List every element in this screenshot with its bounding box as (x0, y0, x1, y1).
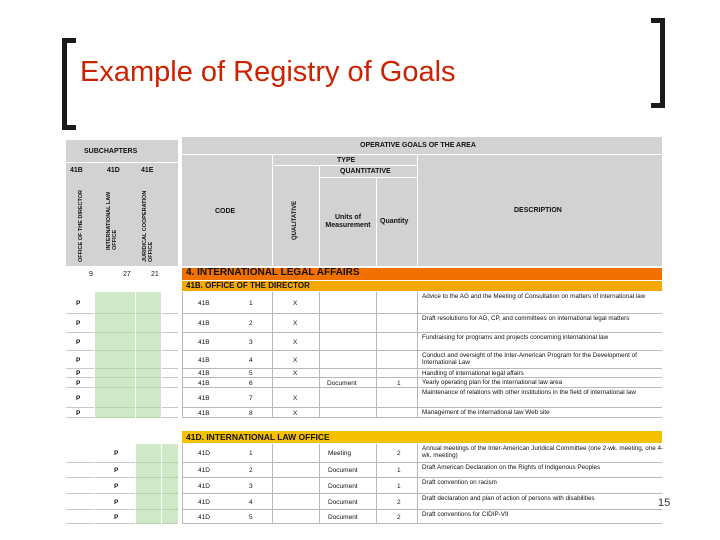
row-description: Conduct and oversight of the Inter-American Program for the Development of International Law (422, 352, 637, 366)
row-code: 41B (198, 320, 210, 327)
row-p-marker: P (76, 356, 81, 364)
row-unit: Document (328, 482, 358, 490)
subchapter-count-41e: 21 (151, 271, 159, 278)
column-divider (182, 292, 183, 418)
row-description: Advice to the AG and the Meeting of Consultation on matters of international law (422, 293, 646, 300)
row-quantity: 1 (397, 379, 401, 387)
green-cell (162, 463, 178, 478)
row-p-marker: P (76, 370, 81, 377)
blank-cell (162, 408, 178, 418)
green-cell (136, 292, 161, 314)
row-divider (182, 407, 662, 408)
row-number: 5 (249, 370, 253, 377)
row-code: 41B (198, 379, 210, 387)
row-qualitative-mark: X (293, 338, 298, 346)
row-unit: Document (328, 513, 358, 521)
row-unit: Document (327, 379, 357, 387)
row-number: 1 (249, 450, 253, 457)
row-divider (182, 350, 662, 351)
green-cell (162, 494, 178, 510)
row-code: 41D (198, 467, 210, 474)
row-quantity: 1 (397, 467, 401, 474)
blank-cell (162, 388, 178, 408)
row-divider (182, 462, 662, 463)
page-number: 15 (658, 497, 671, 509)
subchapter-code-41d: 41D (107, 167, 120, 174)
row-code: 41D (198, 498, 210, 506)
row-number: 7 (249, 394, 253, 402)
row-divider (182, 493, 662, 494)
row-code: 41B (198, 338, 210, 346)
green-cell (136, 388, 161, 408)
p-cell (66, 463, 94, 478)
blank-cell (162, 314, 178, 333)
green-cell (95, 292, 135, 314)
row-code: 41D (198, 450, 210, 457)
row-code: 41B (198, 356, 210, 364)
green-cell (95, 314, 135, 333)
quantity-label: Quantity (380, 218, 409, 225)
row-p-marker: P (114, 482, 119, 490)
p-cell (66, 510, 94, 524)
row-p-marker: P (76, 320, 81, 327)
row-divider (182, 313, 662, 314)
row-p-marker: P (76, 338, 81, 346)
row-p-marker: P (114, 467, 119, 474)
row-description: Annual meetings of the Inter-American Juridical Committee (one 2-wk. meeting, one 4-wk. meeting) (422, 445, 664, 459)
green-cell (95, 388, 135, 408)
column-divider (376, 292, 377, 418)
column-divider (319, 292, 320, 418)
row-divider (182, 368, 662, 369)
section-main-label: 4. INTERNATIONAL LEGAL AFFAIRS (186, 267, 360, 278)
subchapters-label: SUBCHAPTERS (84, 148, 138, 155)
quantitative-label: QUANTITATIVE (340, 168, 391, 175)
subchapter-code-41b: 41B (70, 167, 83, 174)
row-code: 41D (198, 482, 210, 490)
row-qualitative-mark: X (293, 394, 298, 402)
green-cell (136, 369, 161, 378)
green-cell (136, 444, 161, 463)
green-cell (136, 494, 161, 510)
row-description: Handling of international legal affairs (422, 370, 524, 377)
row-number: 3 (249, 338, 253, 346)
qualitative-label: QUALITATIVE (292, 200, 298, 240)
row-quantity: 2 (397, 513, 401, 521)
row-description: Draft convention on racism (422, 479, 497, 486)
row-description: Draft declaration and plan of action of persons with disabilities (422, 495, 595, 502)
column-divider (182, 444, 183, 524)
green-cell (136, 510, 161, 524)
row-p-marker: P (114, 513, 119, 521)
green-cell (162, 444, 178, 463)
row-qualitative-mark: X (293, 409, 298, 417)
row-unit: Document (328, 498, 358, 506)
green-cell (162, 478, 178, 494)
row-divider (182, 332, 662, 333)
green-cell (136, 333, 161, 351)
type-label: TYPE (337, 157, 356, 164)
green-cell (136, 463, 161, 478)
subchapter-code-41e: 41E (141, 167, 154, 174)
operative-goals-label: OPERATIVE GOALS OF THE AREA (360, 142, 476, 149)
row-code: 41B (198, 394, 210, 402)
row-number: 4 (249, 498, 253, 506)
subchapter-count-41d: 27 (123, 271, 131, 278)
slide-title: Example of Registry of Goals (80, 56, 456, 88)
code-label: CODE (215, 208, 236, 215)
green-cell (95, 351, 135, 369)
subchapter-count-41b: 9 (89, 271, 93, 278)
row-description: Management of the international law Web site (422, 409, 550, 416)
p-cell (66, 494, 94, 510)
green-cell (95, 378, 135, 388)
right-bracket-decoration (651, 18, 665, 108)
row-p-marker: P (114, 450, 119, 457)
green-cell (95, 408, 135, 418)
column-divider (319, 444, 320, 524)
green-cell (136, 314, 161, 333)
row-number: 3 (249, 482, 253, 490)
row-qualitative-mark: X (293, 356, 298, 364)
description-label: DESCRIPTION (514, 207, 562, 214)
row-number: 6 (249, 379, 253, 387)
row-divider (182, 387, 662, 388)
row-description: Yearly operating plan for the international law area (422, 379, 563, 386)
row-quantity: 1 (397, 482, 401, 490)
row-description: Draft American Declaration on the Rights of Indigenous Peoples (422, 464, 601, 471)
row-p-marker: P (76, 409, 81, 417)
p-cell (66, 444, 94, 463)
column-divider (417, 292, 418, 418)
column-divider (417, 444, 418, 524)
row-number: 2 (249, 467, 253, 474)
row-description: Fundraising for programs and projects concerning international law (422, 334, 609, 341)
column-divider (376, 444, 377, 524)
row-qualitative-mark: X (293, 299, 298, 307)
row-divider (182, 377, 662, 378)
row-quantity: 2 (397, 498, 401, 506)
row-p-marker: P (76, 394, 81, 402)
row-unit: Meeting (328, 450, 352, 457)
row-description: Maintenance of relations with other institutions in the field of international law (422, 389, 636, 396)
green-cell (136, 478, 161, 494)
row-description: Draft resolutions for AG, CP, and committees on international legal matters (422, 315, 630, 322)
blank-cell (162, 333, 178, 351)
blank-cell (162, 378, 178, 388)
row-number: 8 (249, 409, 253, 417)
row-p-marker: P (76, 379, 81, 387)
green-cell (136, 378, 161, 388)
green-cell (95, 369, 135, 378)
row-p-marker: P (76, 299, 81, 307)
row-code: 41B (198, 299, 210, 307)
row-qualitative-mark: X (293, 320, 298, 327)
row-p-marker: P (114, 498, 119, 506)
row-description: Draft conventions for CIDIP-VII (422, 511, 509, 518)
left-bracket-decoration (62, 38, 76, 130)
blank-cell (162, 351, 178, 369)
row-number: 1 (249, 299, 253, 307)
row-code: 41B (198, 370, 210, 377)
subchapter-name-juridical: JURIDICAL COOPERATION OFFICE (142, 190, 154, 262)
row-divider (182, 523, 662, 524)
row-number: 5 (249, 513, 253, 521)
p-cell (66, 478, 94, 494)
row-quantity: 2 (397, 450, 401, 457)
row-divider (182, 509, 662, 510)
blank-cell (162, 292, 178, 314)
green-cell (136, 351, 161, 369)
green-cell (95, 333, 135, 351)
row-number: 2 (249, 320, 253, 327)
row-number: 4 (249, 356, 253, 364)
row-qualitative-mark: X (293, 370, 298, 377)
row-unit: Document (328, 467, 358, 474)
green-cell (136, 408, 161, 418)
subchapter-name-intl-law: INTERNATIONAL LAW OFFICE (106, 191, 118, 250)
green-cell (162, 510, 178, 524)
row-divider (182, 417, 662, 418)
blank-cell (162, 369, 178, 378)
row-code: 41B (198, 409, 210, 417)
subchapter-name-director: OFFICE OF THE DIRECTOR (78, 189, 84, 262)
units-label: Units of Measurement (325, 214, 371, 229)
row-code: 41D (198, 513, 210, 521)
row-divider (182, 477, 662, 478)
column-divider (272, 444, 273, 524)
section-41d-label: 41D. INTERNATIONAL LAW OFFICE (186, 432, 330, 442)
column-divider (272, 292, 273, 418)
section-41b-label: 41B. OFFICE OF THE DIRECTOR (186, 281, 310, 290)
